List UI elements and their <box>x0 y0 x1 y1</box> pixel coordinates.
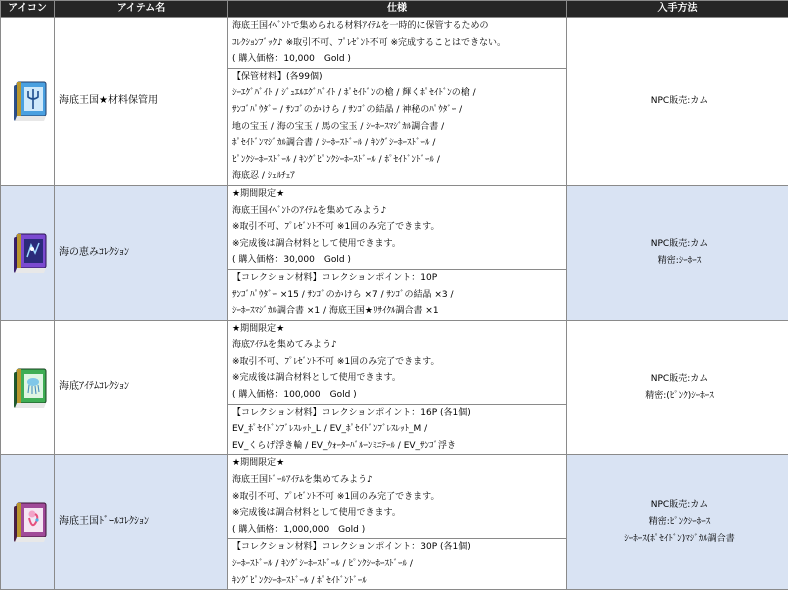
item-name: 海底ｱｲﾃﾑｺﾚｸｼｮﾝ <box>55 320 228 455</box>
acquisition-method <box>567 185 788 320</box>
spec-line: 【コレクション材料】コレクションポイント：10P <box>232 270 566 287</box>
spec-line: ※取引不可、ﾌﾟﾚｾﾞﾝﾄ不可 ※1回のみ完了できます。 <box>232 489 566 506</box>
spec-line: ﾎﾟｾｲﾄﾞﾝﾏｼﾞｶﾙ調合書 / ｼｰﾎｰｽﾄﾞｰﾙ / ｷﾝｸﾞｼｰﾎｰｽﾄﾞｰﾙ / <box>232 135 566 152</box>
spec-line: ※取引不可、ﾌﾟﾚｾﾞﾝﾄ不可 ※1回のみ完了できます。 <box>232 219 566 236</box>
trident-book-icon <box>12 79 48 123</box>
acquisition-method <box>567 455 788 590</box>
spec-line: ★期間限定★ <box>232 321 566 338</box>
item-icon-cell <box>1 185 55 320</box>
acquisition-method <box>567 320 788 455</box>
spec-line: ( 購入価格：1,000,000 Gold ) <box>232 522 566 539</box>
spec-line: 海底王国ﾄﾞｰﾙｱｲﾃﾑを集めてみよう♪ <box>232 472 566 489</box>
spec-line: ※完成後は調合材料として使用できます。 <box>232 370 566 387</box>
spec-line: 【コレクション材料】コレクションポイント：30P (各1個) <box>232 539 566 556</box>
spec-line: 地の宝玉 / 海の宝玉 / 馬の宝玉 / ｼｰﾎｰｽﾏｼﾞｶﾙ調合書 / <box>232 119 566 136</box>
spec-line: 【保管材料】(各99個) <box>232 69 566 86</box>
spec-line: ｼｰｴｸﾞﾊﾞｲﾄ / ｼﾞｭｴﾙｴｸﾞﾊﾞｲﾄ / ﾎﾟｾｲﾄﾞﾝの槍 / 輝くﾎﾟｾｲﾄﾞﾝの槍 / <box>232 85 566 102</box>
table-header-row <box>1 1 788 18</box>
spec-line: 海底ｱｲﾃﾑを集めてみよう♪ <box>232 337 566 354</box>
method-line: 精密:ｼｰﾎｰｽ <box>571 253 788 270</box>
spec-line: 海底王国ｲﾍﾞﾝﾄで集められる材料ｱｲﾃﾑを一時的に保管するための <box>232 18 566 35</box>
spec-line: ( 購入価格：10,000 Gold ) <box>232 51 566 68</box>
spec-description <box>228 185 567 269</box>
spec-line: ｼｰﾎｰｽﾄﾞｰﾙ / ｷﾝｸﾞｼｰﾎｰｽﾄﾞｰﾙ / ﾋﾟﾝｸｼｰﾎｰｽﾄﾞｰﾙ / <box>232 556 566 573</box>
header-name: アイテム名 <box>55 1 228 18</box>
spec-line: ｻﾝｺﾞﾊﾟｳﾀﾞｰ ×15 / ｻﾝｺﾞのかけら ×7 / ｻﾝｺﾞの結晶 ×3 / <box>232 287 566 304</box>
spec-line: ( 購入価格：30,000 Gold ) <box>232 252 566 269</box>
method-line: NPC販売:カム <box>571 93 788 110</box>
method-line: 精密:(ﾋﾟﾝｸ)ｼｰﾎｰｽ <box>571 388 788 405</box>
spec-line: ( 購入価格：100,000 Gold ) <box>232 387 566 404</box>
spec-line: 海底忍 / ｼｪﾙﾁｪｱ <box>232 168 566 185</box>
spec-line: 海底王国ｲﾍﾞﾝﾄのｱｲﾃﾑを集めてみよう♪ <box>232 203 566 220</box>
header-spec: 仕様 <box>228 1 567 18</box>
spec-line: ｷﾝｸﾞﾋﾟﾝｸｼｰﾎｰｽﾄﾞｰﾙ / ﾎﾟｾｲﾄﾞﾝﾄﾞｰﾙ <box>232 573 566 590</box>
spec-line: ※完成後は調合材料として使用できます。 <box>232 505 566 522</box>
item-name: 海底王国ﾄﾞｰﾙｺﾚｸｼｮﾝ <box>55 455 228 590</box>
spec-line: EV_くらげ浮き輪 / EV_ｳｫｰﾀｰﾊﾞﾙｰﾝﾐﾆﾃｰﾙ / EV_ｻﾝｺﾞ浮き <box>232 438 566 455</box>
method-line: ｼｰﾎｰｽ(ﾎﾟｾｲﾄﾞﾝ)ﾏｼﾞｶﾙ調合書 <box>571 531 788 548</box>
item-name: 海底王国★材料保管用 <box>55 18 228 186</box>
acquisition-method <box>567 18 788 186</box>
spec-line: 【コレクション材料】コレクションポイント：16P (各1個) <box>232 405 566 422</box>
spec-line: ｺﾚｸｼｮﾝﾌﾞｯｸ♪ ※取引不可、ﾌﾟﾚｾﾞﾝﾄ不可 ※完成することはできない。 <box>232 35 566 52</box>
table-row <box>1 18 788 69</box>
spec-materials <box>228 404 567 455</box>
item-name: 海の恵みｺﾚｸｼｮﾝ <box>55 185 228 320</box>
spec-line: ※完成後は調合材料として使用できます。 <box>232 236 566 253</box>
doll-book-icon <box>12 500 48 544</box>
header-method: 入手方法 <box>567 1 788 18</box>
spec-line: ﾋﾟﾝｸｼｰﾎｰｽﾄﾞｰﾙ / ｷﾝｸﾞﾋﾟﾝｸｼｰﾎｰｽﾄﾞｰﾙ / ﾎﾟｾｲﾄﾞﾝﾄﾞｰﾙ / <box>232 152 566 169</box>
spec-line: ｻﾝｺﾞﾊﾟｳﾀﾞｰ / ｻﾝｺﾞのかけら / ｻﾝｺﾞの結晶 / 神秘のﾊﾟｳﾀﾞｰ / <box>232 102 566 119</box>
spec-line: EV_ﾎﾟｾｲﾄﾞﾝﾌﾞﾚｽﾚｯﾄ_L / EV_ﾎﾟｾｲﾄﾞﾝﾌﾞﾚｽﾚｯﾄ_M / <box>232 421 566 438</box>
seabed-item-book-icon <box>12 366 48 410</box>
header-icon: アイコン <box>1 1 55 18</box>
spec-materials <box>228 269 567 320</box>
table-row <box>1 185 788 269</box>
item-icon-cell <box>1 320 55 455</box>
spec-materials <box>228 68 567 185</box>
item-icon-cell <box>1 18 55 186</box>
method-line: NPC販売:カム <box>571 497 788 514</box>
spec-line: ※取引不可、ﾌﾟﾚｾﾞﾝﾄ不可 ※1回のみ完了できます。 <box>232 354 566 371</box>
item-icon-cell <box>1 455 55 590</box>
method-line: 精密:ﾋﾟﾝｸｼｰﾎｰｽ <box>571 514 788 531</box>
spec-description <box>228 18 567 69</box>
sea-blessing-book-icon <box>12 231 48 275</box>
table-row <box>1 455 788 539</box>
spec-description <box>228 320 567 404</box>
spec-line: ★期間限定★ <box>232 455 566 472</box>
method-line: NPC販売:カム <box>571 371 788 388</box>
spec-line: ｼｰﾎｰｽﾏｼﾞｶﾙ調合書 ×1 / 海底王国★ﾘｻｲｸﾙ調合書 ×1 <box>232 303 566 320</box>
spec-line: ★期間限定★ <box>232 186 566 203</box>
spec-description <box>228 455 567 539</box>
spec-materials <box>228 539 567 590</box>
table-row <box>1 320 788 404</box>
method-line: NPC販売:カム <box>571 236 788 253</box>
